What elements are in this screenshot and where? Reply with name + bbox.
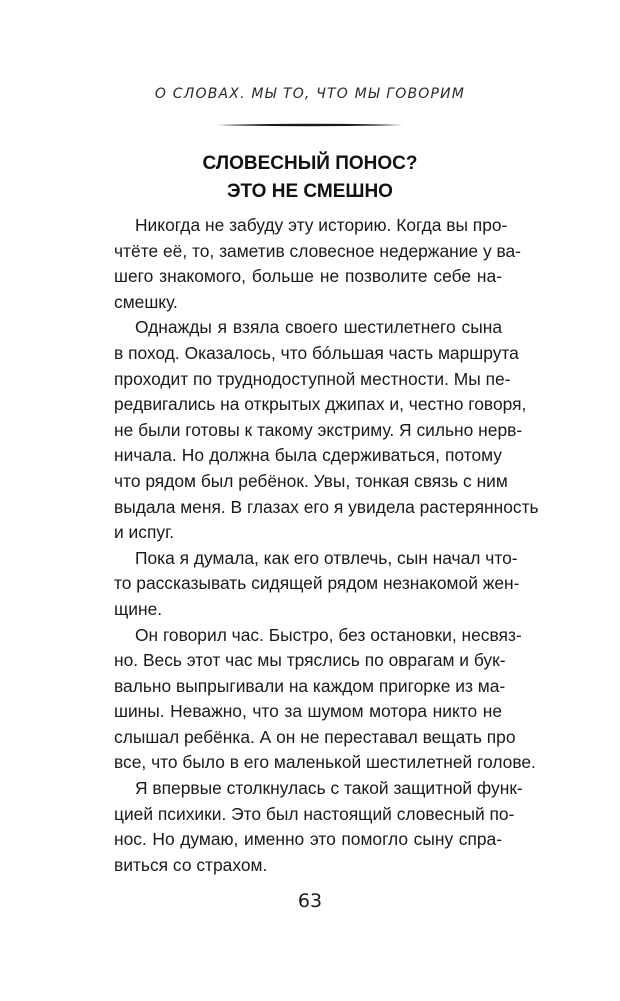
text-line: вально выпрыгивали на каждом пригорке из ма- — [114, 675, 506, 696]
text-line: Никогда не забуду эту историю. Когда вы про- — [135, 215, 508, 235]
text-line: шины. Неважно, что за шумом мотора никто не — [114, 701, 502, 722]
page-number: 63 — [297, 890, 323, 912]
text-line: Пока я думала, как его отвлечь, сын начал что- — [135, 547, 518, 568]
text-line: виться со страхом. — [114, 854, 268, 875]
chapter-title — [0, 150, 620, 206]
running-header: О СЛОВАХ. МЫ ТО, ЧТО МЫ ГОВОРИМ — [154, 86, 466, 102]
text-line: но. Весь этот час мы тряслись по оврагам и бук- — [114, 650, 506, 671]
text-line: щине. — [114, 598, 163, 619]
text-line: что рядом был ребёнок. Увы, тонкая связь с ним — [114, 470, 508, 491]
header-divider — [217, 122, 403, 128]
text-line: шего знакомого, больше не позволите себе на- — [114, 266, 502, 287]
body-text — [114, 213, 539, 878]
text-line: выдала меня. В глазах его я увидела растерянность — [114, 496, 539, 517]
chapter-title-line-2: ЭТО НЕ СМЕШНО — [227, 181, 393, 202]
text-line: цией психики. Это был настоящий словесный по- — [114, 803, 515, 824]
text-line: ничала. Но должна была сдерживаться, потому — [114, 445, 502, 466]
text-line: и испуг. — [114, 522, 175, 543]
paragraph — [114, 623, 536, 777]
paragraph — [114, 546, 520, 623]
text-line: Он говорил час. Быстро, без остановки, несвяз- — [135, 624, 522, 645]
chapter-title-line-1: СЛОВЕСНЫЙ ПОНОС? — [202, 153, 418, 174]
paragraph — [114, 776, 523, 878]
paragraph — [114, 213, 521, 315]
text-line: все, что было в его маленькой шестилетней голове. — [114, 752, 536, 773]
text-line: нос. Но думаю, именно это помогло сыну спра- — [114, 829, 502, 850]
text-line: не были готовы к такому экстриму. Я сильно нерв- — [114, 419, 523, 440]
text-line: Я впервые столкнулась с такой защитной функ- — [135, 778, 523, 799]
text-line: Однажды я взяла своего шестилетнего сына — [135, 317, 502, 338]
paragraph — [114, 315, 539, 545]
text-line: редвигались на открытых джипах и, честно говоря, — [114, 394, 527, 415]
text-line: в поход. Оказалось, что бóльшая часть маршрута — [114, 342, 519, 363]
text-line: слышал ребёнка. А он не переставал вещать про — [114, 726, 516, 747]
text-line: смешку. — [114, 291, 178, 312]
text-line: чтёте её, то, заметив словесное недержание у ва- — [114, 240, 521, 261]
text-line: то рассказывать сидящей рядом незнакомой жен- — [114, 573, 520, 594]
text-line: проходит по труднодоступной местности. Мы пе- — [114, 368, 511, 389]
